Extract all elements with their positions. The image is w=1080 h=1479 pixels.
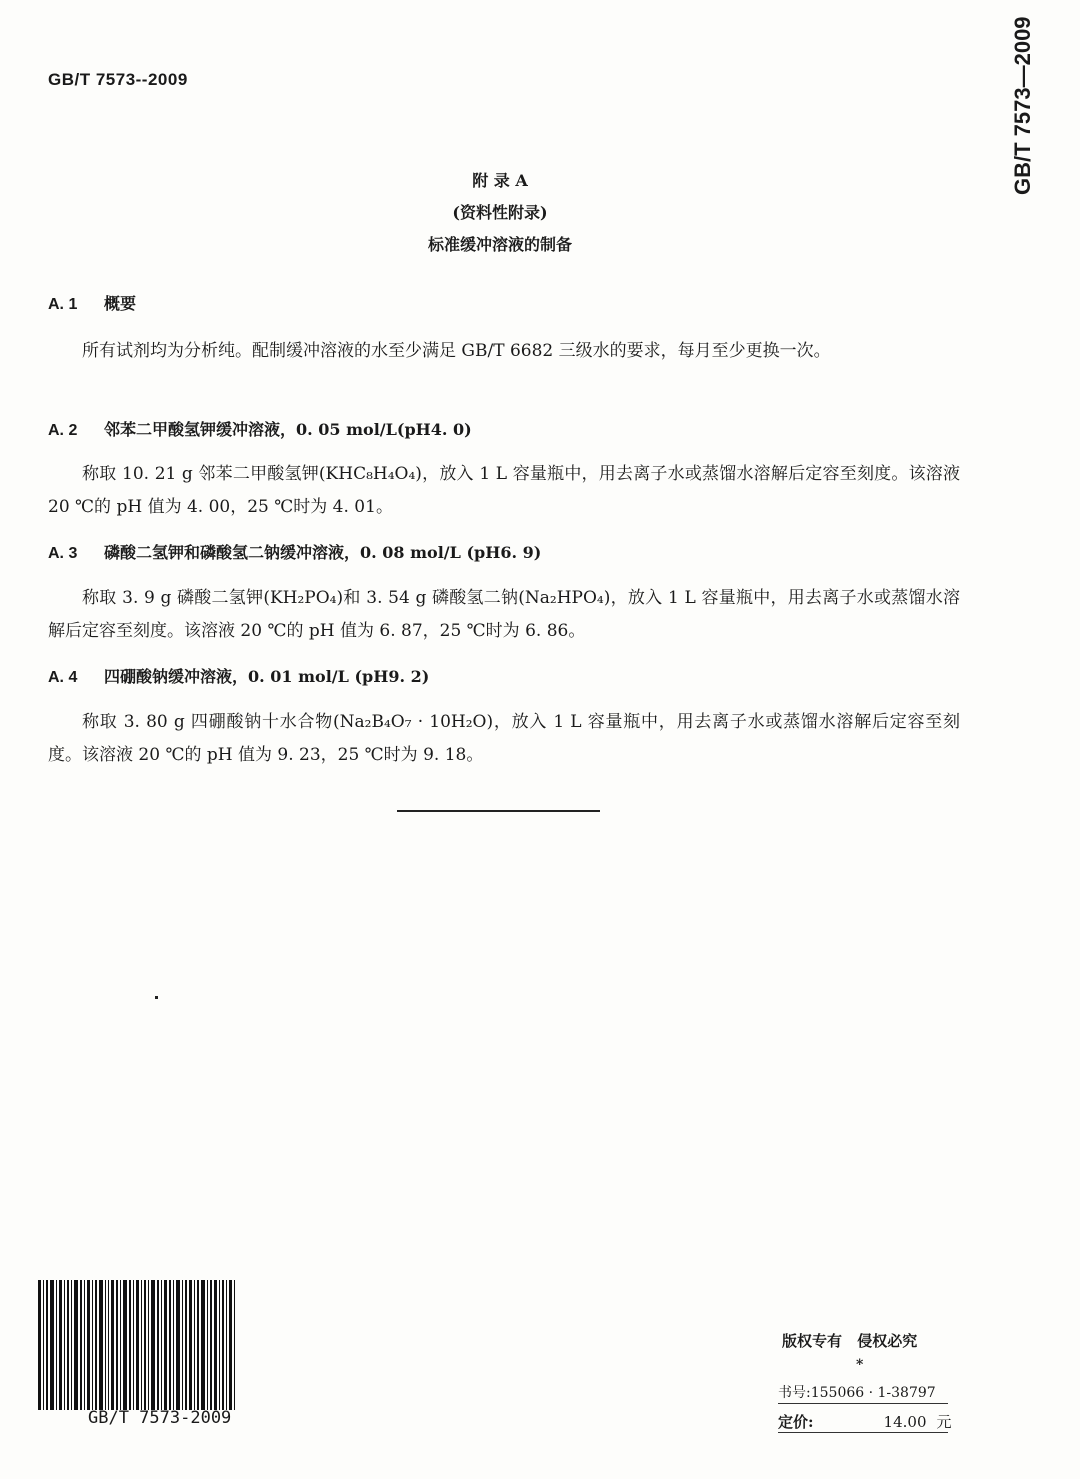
section-heading bbox=[48, 664, 429, 687]
appendix-subtitle: (资料性附录) bbox=[452, 203, 548, 222]
barcode-number: GB/T 7573-2009 bbox=[88, 1408, 232, 1428]
section-heading bbox=[48, 291, 136, 314]
scan-speck bbox=[155, 996, 158, 999]
divider-line bbox=[778, 1403, 948, 1404]
section-heading bbox=[48, 417, 472, 440]
separator-star: * bbox=[856, 1357, 864, 1373]
side-standard-code: GB/T 7573—2009 bbox=[1010, 16, 1035, 195]
section-body: 所有试剂均为分析纯。配制缓冲溶液的水至少满足 GB/T 6682 三级水的要求，每月至少更换一次。 bbox=[82, 341, 831, 361]
barcode bbox=[38, 1280, 273, 1410]
section-body: 称取 3. 80 g 四硼酸钠十水合物(Na₂B₄O₇ · 10H₂O)，放入 1 L 容量瓶中，用去离子水或蒸馏水溶解后定容至刻度。该溶液 20 ℃的 pH 值为 9. 23，25 ℃时为 9. 18。 bbox=[48, 712, 960, 765]
book-number: 书号:155066 · 1-38797 bbox=[778, 1385, 936, 1401]
section-number: A. 4 bbox=[48, 669, 78, 686]
divider-line bbox=[778, 1432, 948, 1433]
price-unit: 元 bbox=[936, 1413, 952, 1431]
price-row bbox=[778, 1411, 952, 1432]
copyright-notice: 版权专有 侵权必究 bbox=[782, 1332, 918, 1350]
appendix-heading: 标准缓冲溶液的制备 bbox=[427, 235, 572, 254]
price-value: 14.00 bbox=[883, 1413, 927, 1431]
header-standard-code: GB/T 7573--2009 bbox=[48, 70, 188, 89]
appendix-title: 附 录 A bbox=[472, 171, 528, 190]
section-number: A. 1 bbox=[48, 296, 78, 313]
section-body: 称取 10. 21 g 邻苯二甲酸氢钾(KHC₈H₄O₄)，放入 1 L 容量瓶中，用去离子水或蒸馏水溶解后定容至刻度。该溶液 20 ℃的 pH 值为 4. 00，25 ℃时为 4. 01。 bbox=[48, 464, 960, 517]
section-title: 磷酸二氢钾和磷酸氢二钠缓冲溶液，0. 08 mol/L (pH6. 9) bbox=[104, 543, 542, 562]
section-title: 概要 bbox=[104, 294, 137, 313]
end-divider bbox=[397, 810, 600, 812]
section-body: 称取 3. 9 g 磷酸二氢钾(KH₂PO₄)和 3. 54 g 磷酸氢二钠(Na₂HPO₄)，放入 1 L 容量瓶中，用去离子水或蒸馏水溶解后定容至刻度。该溶液 20 ℃的 pH 值为 6. 87，25 ℃时为 6. 86。 bbox=[48, 588, 960, 641]
section-number: A. 3 bbox=[48, 545, 78, 562]
section-title: 邻苯二甲酸氢钾缓冲溶液，0. 05 mol/L(pH4. 0) bbox=[104, 420, 472, 439]
section-number: A. 2 bbox=[48, 422, 78, 439]
price-label: 定价: bbox=[778, 1413, 814, 1431]
section-title: 四硼酸钠缓冲溶液，0. 01 mol/L (pH9. 2) bbox=[104, 667, 430, 686]
section-heading bbox=[48, 540, 541, 563]
